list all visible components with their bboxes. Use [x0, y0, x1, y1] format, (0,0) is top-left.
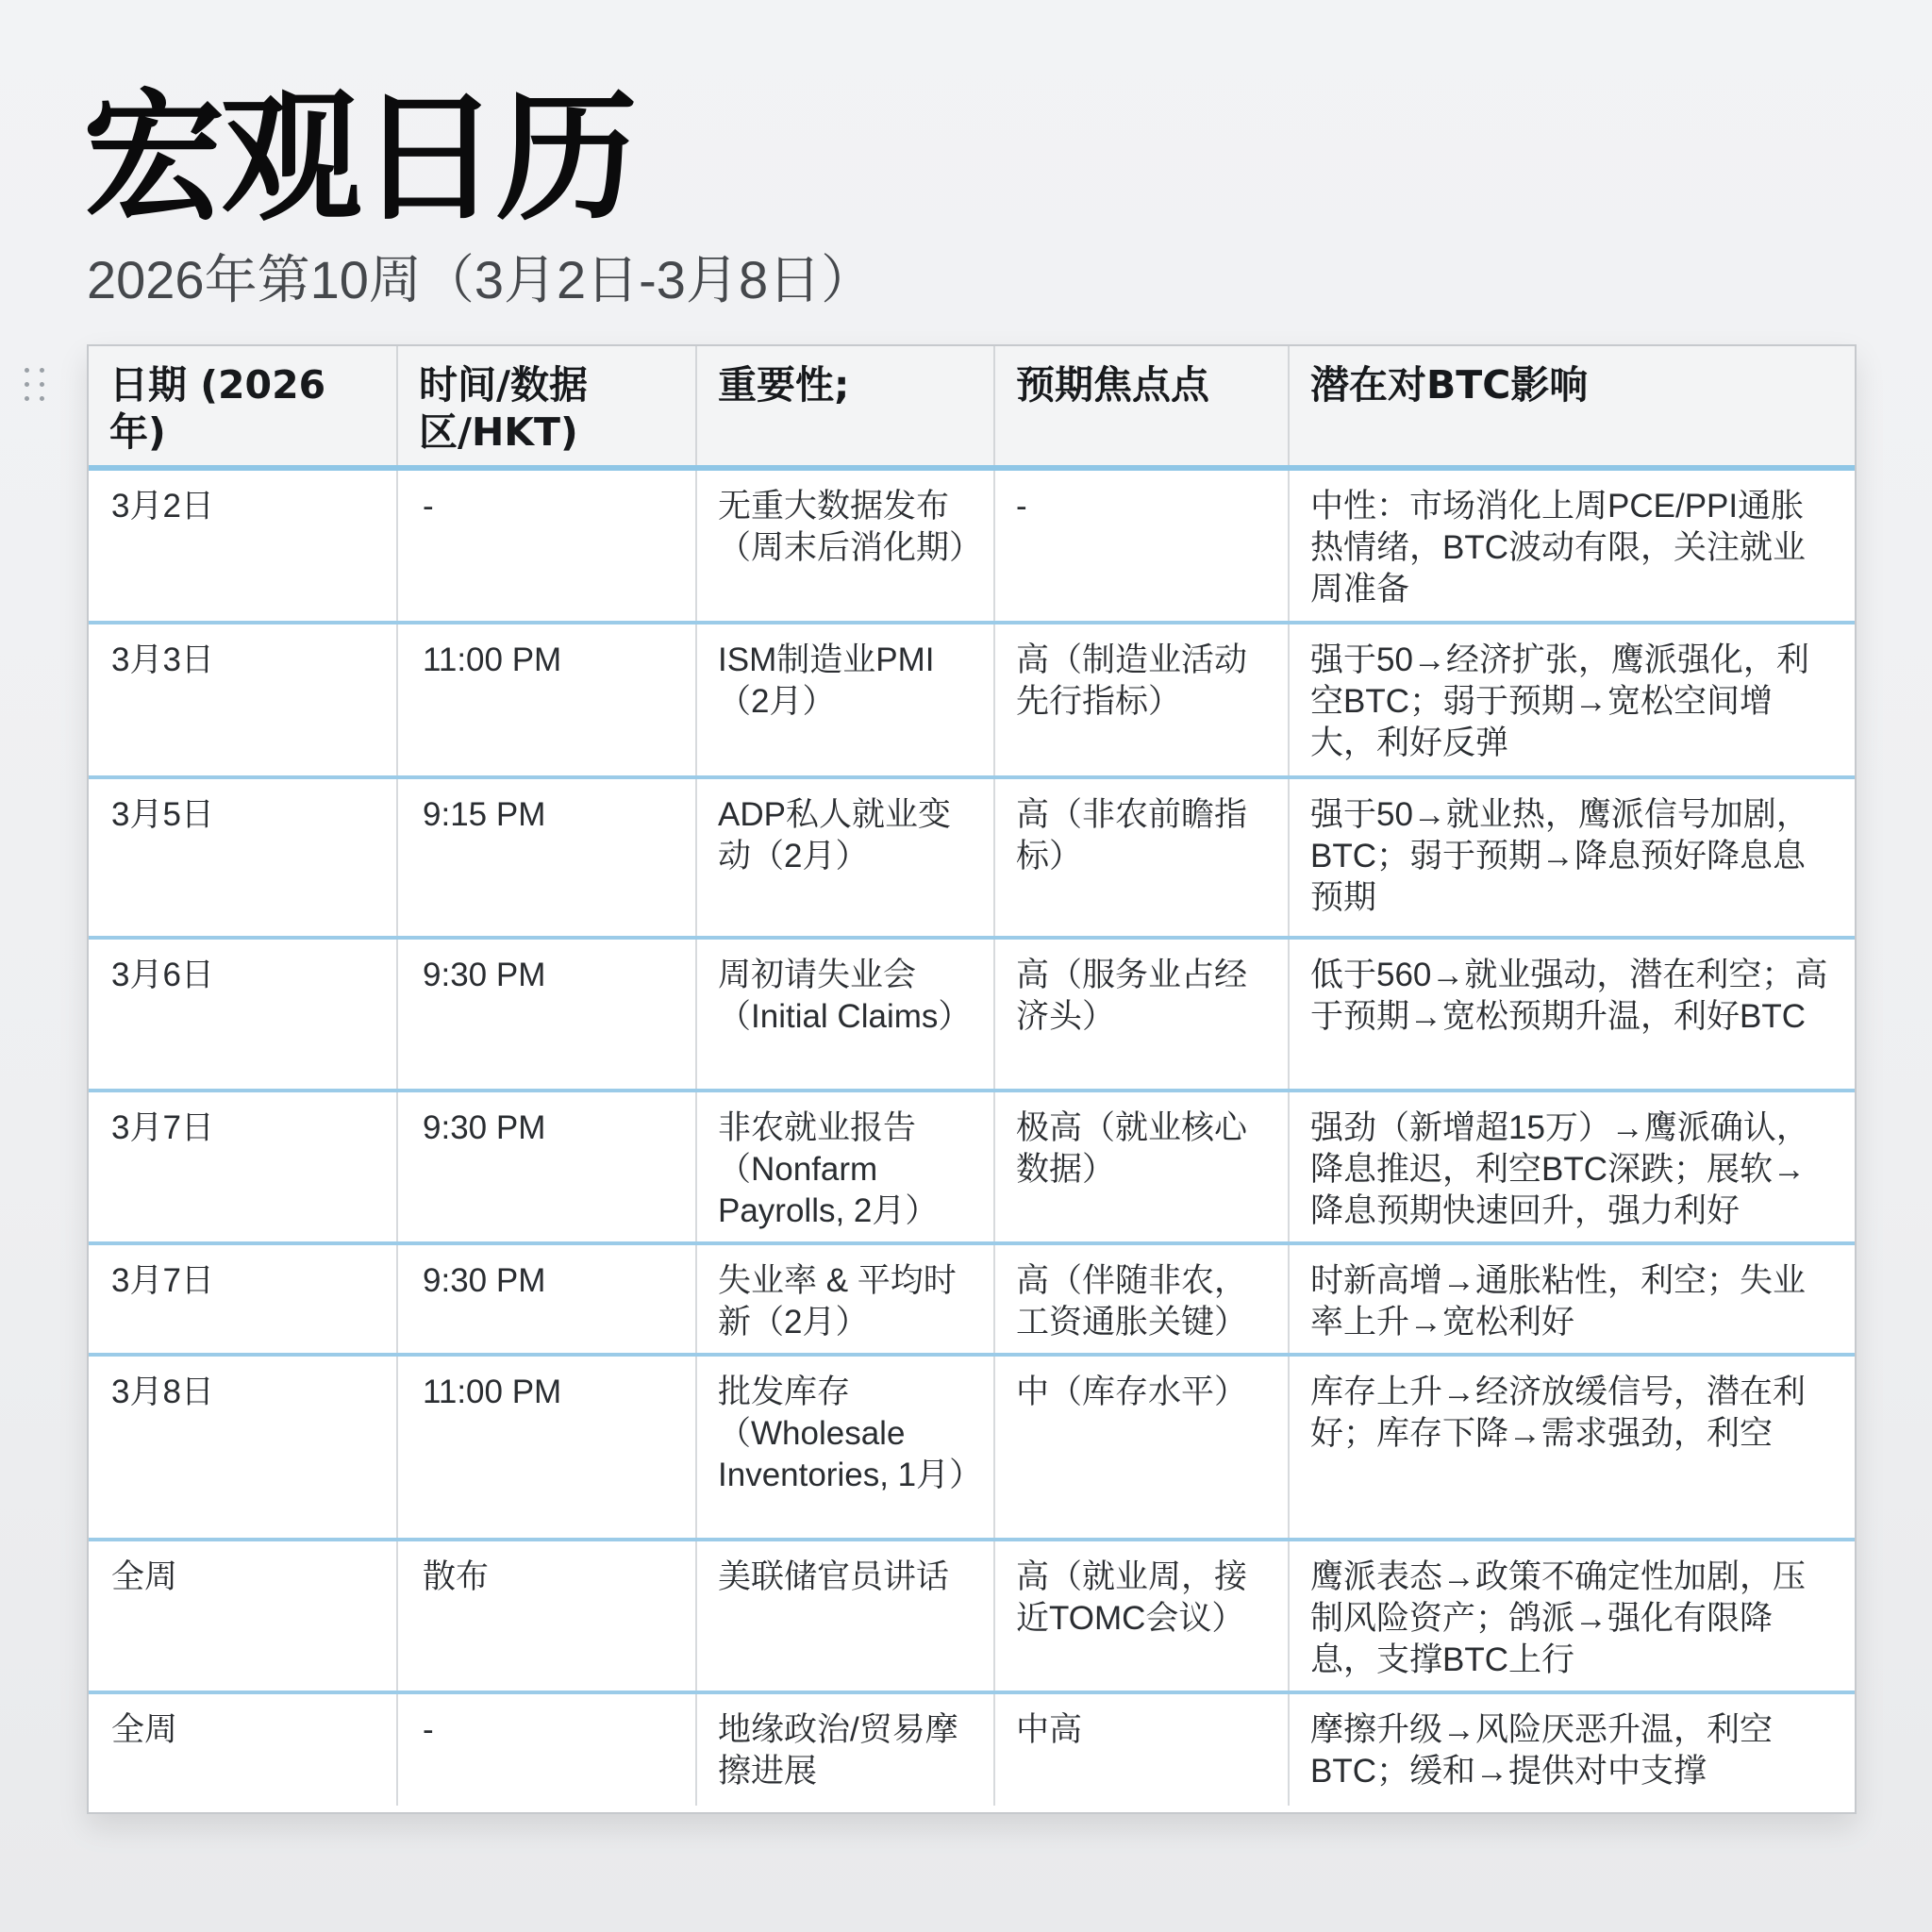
table-row	[89, 938, 1855, 1091]
row-focus: 高（服务业占经济头）	[994, 938, 1289, 1091]
row-focus: 高（非农前瞻指标）	[994, 777, 1289, 938]
row-event: 非农就业报告（Nonfarm Payrolls, 2月）	[696, 1091, 994, 1243]
row-focus: 极高（就业核心数据）	[994, 1091, 1289, 1243]
row-time: 9:30 PM	[397, 938, 696, 1091]
header-time: 时间/数据区/HKT)	[397, 346, 696, 468]
row-event: 失业率 & 平均时新（2月）	[696, 1243, 994, 1355]
row-date: 3月2日	[89, 468, 397, 623]
row-impact: 强于50→经济扩张，鹰派强化，利空BTC；弱于预期→宽松空间增大，利好反弹	[1289, 623, 1855, 777]
row-event: 周初请失业会（Initial Claims）	[696, 938, 994, 1091]
row-time: -	[397, 1692, 696, 1806]
row-event: 无重大数据发布（周末后消化期）	[696, 468, 994, 623]
drag-handle-icon[interactable]	[25, 368, 49, 406]
row-focus: 高（伴随非农，工资通胀关键）	[994, 1243, 1289, 1355]
row-impact: 时新高增→通胀粘性，利空；失业率上升→宽松利好	[1289, 1243, 1855, 1355]
row-event: ISM制造业PMI（2月）	[696, 623, 994, 777]
row-time: 散布	[397, 1540, 696, 1692]
table-row	[89, 1243, 1855, 1355]
row-impact: 库存上升→经济放缓信号，潜在利好；库存下降→需求强劲，利空	[1289, 1355, 1855, 1540]
row-time: -	[397, 468, 696, 623]
header-focus: 预期焦点点	[994, 346, 1289, 468]
table-row	[89, 468, 1855, 623]
row-date: 全周	[89, 1692, 397, 1806]
row-time: 11:00 PM	[397, 1355, 696, 1540]
table-row	[89, 777, 1855, 938]
row-impact: 强劲（新增超15万）→鹰派确认，降息推迟，利空BTC深跌；展软→降息预期快速回升，强力利好	[1289, 1091, 1855, 1243]
row-impact: 中性：市场消化上周PCE/PPI通胀热情绪，BTC波动有限，关注就业周准备	[1289, 468, 1855, 623]
header-btc-impact: 潜在对BTC影响	[1289, 346, 1855, 468]
row-event: 地缘政治/贸易摩擦进展	[696, 1692, 994, 1806]
macro-calendar-table	[89, 346, 1855, 1806]
table-row	[89, 623, 1855, 777]
row-focus: -	[994, 468, 1289, 623]
row-date: 3月8日	[89, 1355, 397, 1540]
page-subtitle: 2026年第10周（3月2日-3月8日）	[87, 250, 874, 309]
table-row	[89, 1091, 1855, 1243]
table-row	[89, 1692, 1855, 1806]
row-focus: 高（制造业活动先行指标）	[994, 623, 1289, 777]
row-focus: 中（库存水平）	[994, 1355, 1289, 1540]
row-impact: 强于50→就业热，鹰派信号加剧，BTC；弱于预期→降息预好降息息预期	[1289, 777, 1855, 938]
row-impact: 鹰派表态→政策不确定性加剧，压制风险资产；鸽派→强化有限降息，支撑BTC上行	[1289, 1540, 1855, 1692]
row-event: 批发库存（Wholesale Inventories, 1月）	[696, 1355, 994, 1540]
row-impact: 摩擦升级→风险厌恶升温，利空BTC；缓和→提供对中支撑	[1310, 1711, 1774, 1790]
row-time: 9:15 PM	[397, 777, 696, 938]
calendar-table-card	[87, 344, 1857, 1814]
row-time: 11:00 PM	[397, 623, 696, 777]
row-event: 美联储官员讲话	[696, 1540, 994, 1692]
row-date: 3月6日	[89, 938, 397, 1091]
row-date: 3月5日	[89, 777, 397, 938]
row-focus: 中高	[994, 1692, 1289, 1806]
row-focus: 高（就业周，接近TOMC会议）	[994, 1540, 1289, 1692]
table-row	[89, 1355, 1855, 1540]
row-date: 3月3日	[89, 623, 397, 777]
row-impact: 低于560→就业强动，潜在利空；高于预期→宽松预期升温，利好BTC	[1289, 938, 1855, 1091]
header-importance: 重要性;	[696, 346, 994, 468]
row-date: 全周	[89, 1540, 397, 1692]
header-date: 日期 (2026年)	[89, 346, 397, 468]
table-row	[89, 1540, 1855, 1692]
row-date: 3月7日	[89, 1243, 397, 1355]
row-event: ADP私人就业变动（2月）	[696, 777, 994, 938]
row-date: 3月7日	[89, 1091, 397, 1243]
table-header-row	[89, 346, 1855, 468]
row-time: 9:30 PM	[397, 1243, 696, 1355]
page-title: 宏观日历	[83, 76, 635, 241]
row-time: 9:30 PM	[397, 1091, 696, 1243]
